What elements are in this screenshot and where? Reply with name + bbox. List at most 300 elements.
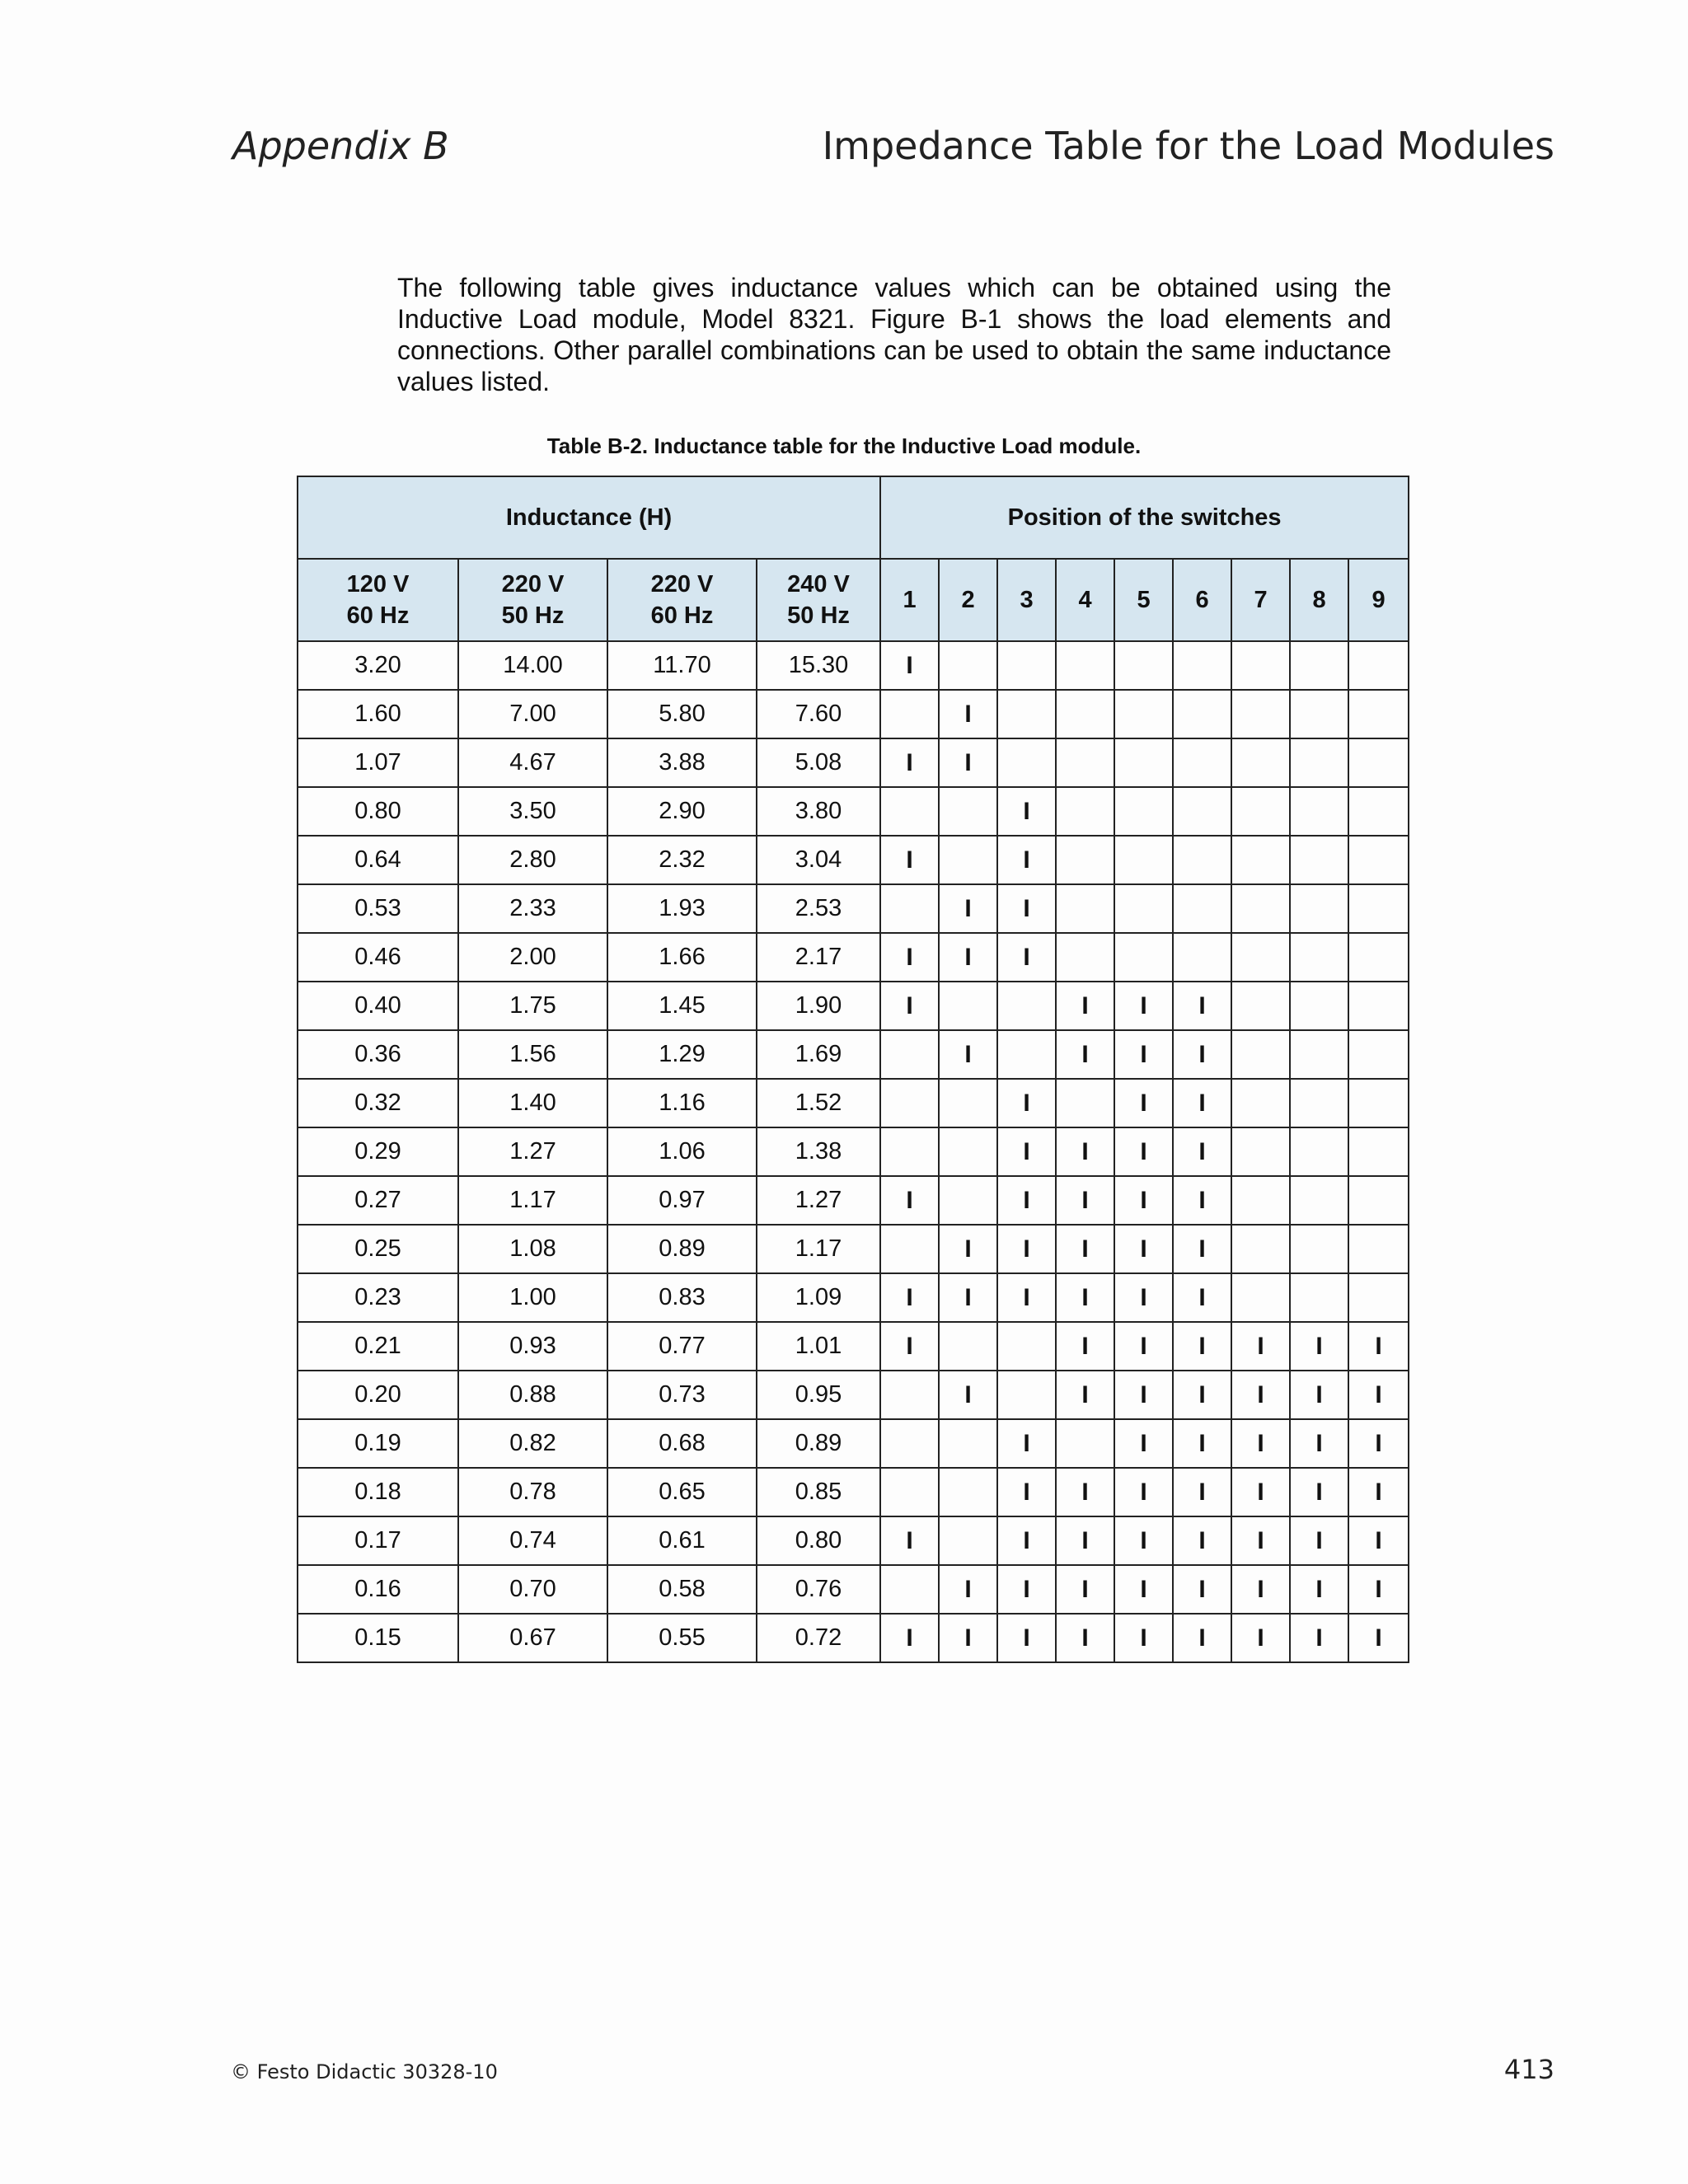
switch-cell: [1231, 1614, 1290, 1662]
switch-on-mark: I: [1315, 1624, 1323, 1652]
switch-on-mark: I: [1198, 1575, 1206, 1603]
switch-cell: [997, 641, 1056, 690]
inductance-cell: 0.25: [298, 1225, 458, 1273]
inductance-cell: 0.73: [607, 1371, 757, 1419]
switch-cell: [1348, 1322, 1409, 1371]
switch-cell: [1173, 933, 1231, 982]
switch-on-mark: I: [1081, 1137, 1089, 1165]
inductance-cell: 0.55: [607, 1614, 757, 1662]
switch-on-mark: I: [1315, 1478, 1323, 1506]
switch-on-mark: I: [964, 1624, 972, 1652]
switch-cell: [1056, 982, 1114, 1030]
switch-cell: [939, 1516, 997, 1565]
switch-on-mark: I: [1315, 1332, 1323, 1360]
inductance-cell: 0.65: [607, 1468, 757, 1516]
switch-on-mark: I: [1081, 1040, 1089, 1068]
table-row: [298, 1419, 1409, 1468]
inductance-cell: 0.16: [298, 1565, 458, 1614]
switch-cell: [1056, 1322, 1114, 1371]
inductance-cell: 1.27: [757, 1176, 880, 1225]
switch-cell: [1056, 1273, 1114, 1322]
inductance-cell: 2.00: [458, 933, 607, 982]
table-row: [298, 787, 1409, 836]
switch-cell: [1114, 738, 1173, 787]
switch-cell: [1173, 738, 1231, 787]
switch-cell: [939, 1322, 997, 1371]
table-row: [298, 1565, 1409, 1614]
switch-cell: [1348, 1516, 1409, 1565]
switch-cell: [1114, 1371, 1173, 1419]
switch-on-mark: I: [1140, 1478, 1147, 1506]
inductance-cell: 1.45: [607, 982, 757, 1030]
switch-header-9: 9: [1348, 559, 1409, 641]
table-row: [298, 1127, 1409, 1176]
switch-cell: [939, 690, 997, 738]
switch-on-mark: I: [1198, 1624, 1206, 1652]
switch-cell: [1290, 1176, 1348, 1225]
switch-header-8: 8: [1290, 559, 1348, 641]
inductance-cell: 0.67: [458, 1614, 607, 1662]
switch-on-mark: I: [964, 894, 972, 922]
switch-on-mark: I: [1081, 1332, 1089, 1360]
switch-cell: [997, 1079, 1056, 1127]
inductance-cell: 0.17: [298, 1516, 458, 1565]
switch-cell: [880, 1127, 939, 1176]
inductance-cell: 5.08: [757, 738, 880, 787]
switch-on-mark: I: [1140, 1235, 1147, 1263]
switch-cell: [997, 1273, 1056, 1322]
switch-cell: [1348, 884, 1409, 933]
switch-cell: [997, 1322, 1056, 1371]
inductance-cell: 1.52: [757, 1079, 880, 1127]
column-voltage: 220 V: [501, 571, 565, 598]
switch-on-mark: I: [964, 1283, 972, 1311]
switch-cell: [939, 1030, 997, 1079]
switch-on-mark: I: [1315, 1526, 1323, 1554]
inductance-cell: 3.20: [298, 641, 458, 690]
inductance-cell: 0.82: [458, 1419, 607, 1468]
column-header-2: [458, 559, 607, 641]
switch-on-mark: I: [1315, 1575, 1323, 1603]
switch-cell: [1348, 1273, 1409, 1322]
switch-on-mark: I: [964, 1235, 972, 1263]
switch-cell: [1231, 884, 1290, 933]
switch-cell: [1056, 1225, 1114, 1273]
switch-on-mark: I: [1257, 1478, 1264, 1506]
switch-cell: [1348, 1176, 1409, 1225]
switch-on-mark: I: [1198, 1235, 1206, 1263]
inductance-cell: 7.00: [458, 690, 607, 738]
switch-cell: [1173, 641, 1231, 690]
inductance-cell: 0.93: [458, 1322, 607, 1371]
switch-cell: [1114, 1225, 1173, 1273]
switch-on-mark: I: [1023, 943, 1030, 971]
switch-cell: [1114, 1516, 1173, 1565]
switch-cell: [1231, 1419, 1290, 1468]
switch-cell: [880, 1565, 939, 1614]
switch-cell: [997, 1371, 1056, 1419]
switch-on-mark: I: [1198, 1283, 1206, 1311]
switch-on-mark: I: [1140, 1186, 1147, 1214]
switch-on-mark: I: [1023, 1186, 1030, 1214]
switch-header-1: 1: [880, 559, 939, 641]
switch-cell: [1114, 1468, 1173, 1516]
switch-on-mark: I: [906, 1624, 913, 1652]
switch-cell: [1290, 1565, 1348, 1614]
switch-cell: [880, 1225, 939, 1273]
switch-cell: [880, 933, 939, 982]
inductance-cell: 3.04: [757, 836, 880, 884]
switch-cell: [1290, 1614, 1348, 1662]
footer-copyright: © Festo Didactic 30328-10: [231, 2060, 498, 2083]
switch-header-3: 3: [997, 559, 1056, 641]
switch-on-mark: I: [964, 943, 972, 971]
inductance-cell: 1.16: [607, 1079, 757, 1127]
switch-on-mark: I: [1081, 1624, 1089, 1652]
switch-on-mark: I: [906, 1332, 913, 1360]
switch-cell: [880, 982, 939, 1030]
switch-on-mark: I: [1023, 1137, 1030, 1165]
switch-cell: [1114, 1079, 1173, 1127]
switch-cell: [1114, 1419, 1173, 1468]
switch-cell: [1348, 1225, 1409, 1273]
inductance-cell: 0.78: [458, 1468, 607, 1516]
switch-cell: [1348, 1565, 1409, 1614]
switch-on-mark: I: [1257, 1624, 1264, 1652]
switch-cell: [1348, 1468, 1409, 1516]
switch-on-mark: I: [1375, 1575, 1382, 1603]
switch-on-mark: I: [1140, 1089, 1147, 1117]
inductance-cell: 1.56: [458, 1030, 607, 1079]
switch-on-mark: I: [906, 846, 913, 874]
switch-cell: [939, 738, 997, 787]
switch-cell: [1231, 1176, 1290, 1225]
switch-cell: [1348, 933, 1409, 982]
table-row: [298, 1030, 1409, 1079]
switch-on-mark: I: [1023, 1478, 1030, 1506]
switch-cell: [997, 1468, 1056, 1516]
switch-on-mark: I: [1375, 1380, 1382, 1408]
switch-on-mark: I: [1257, 1380, 1264, 1408]
table-row: [298, 836, 1409, 884]
column-frequency: 50 Hz: [787, 602, 850, 629]
switch-on-mark: I: [1023, 1575, 1030, 1603]
switch-cell: [880, 738, 939, 787]
switch-on-mark: I: [1315, 1380, 1323, 1408]
switch-cell: [1173, 1273, 1231, 1322]
inductance-cell: 0.58: [607, 1565, 757, 1614]
switch-cell: [1290, 1127, 1348, 1176]
table-row: [298, 933, 1409, 982]
switch-cell: [1290, 641, 1348, 690]
table-row: [298, 1614, 1409, 1662]
switch-cell: [939, 884, 997, 933]
inductance-cell: 5.80: [607, 690, 757, 738]
switch-cell: [939, 836, 997, 884]
inductance-cell: 0.95: [757, 1371, 880, 1419]
column-frequency: 50 Hz: [501, 602, 565, 629]
switch-on-mark: I: [1140, 1332, 1147, 1360]
inductance-cell: 1.69: [757, 1030, 880, 1079]
switch-cell: [997, 690, 1056, 738]
switch-on-mark: I: [1198, 1332, 1206, 1360]
switch-cell: [880, 787, 939, 836]
column-voltage: 220 V: [650, 571, 714, 598]
table-row: [298, 641, 1409, 690]
switch-cell: [1056, 1614, 1114, 1662]
switch-on-mark: I: [906, 943, 913, 971]
switch-cell: [880, 1030, 939, 1079]
switch-cell: [1348, 1127, 1409, 1176]
inductance-cell: 0.70: [458, 1565, 607, 1614]
switch-cell: [880, 836, 939, 884]
switch-cell: [880, 641, 939, 690]
inductance-cell: 0.97: [607, 1176, 757, 1225]
inductance-cell: 1.93: [607, 884, 757, 933]
switch-cell: [997, 1030, 1056, 1079]
switch-cell: [880, 1371, 939, 1419]
switch-cell: [1056, 836, 1114, 884]
switch-cell: [1173, 1322, 1231, 1371]
inductance-cell: 0.15: [298, 1614, 458, 1662]
switch-cell: [1290, 1030, 1348, 1079]
switch-on-mark: I: [1140, 1575, 1147, 1603]
inductance-cell: 0.83: [607, 1273, 757, 1322]
table-row: [298, 1273, 1409, 1322]
switch-cell: [1114, 884, 1173, 933]
switch-on-mark: I: [1198, 1478, 1206, 1506]
inductance-cell: 0.80: [298, 787, 458, 836]
inductance-group-header: Inductance (H): [298, 476, 880, 559]
switch-cell: [1290, 1225, 1348, 1273]
switch-cell: [1290, 1273, 1348, 1322]
inductance-cell: 0.27: [298, 1176, 458, 1225]
switch-on-mark: I: [964, 748, 972, 776]
switch-on-mark: I: [1081, 1526, 1089, 1554]
inductance-cell: 1.01: [757, 1322, 880, 1371]
inductance-cell: 0.89: [607, 1225, 757, 1273]
switch-cell: [1231, 1127, 1290, 1176]
switch-cell: [1056, 1176, 1114, 1225]
inductance-cell: 1.06: [607, 1127, 757, 1176]
inductance-cell: 1.00: [458, 1273, 607, 1322]
switch-cell: [1290, 884, 1348, 933]
column-frequency: 60 Hz: [650, 602, 714, 629]
inductance-cell: 2.90: [607, 787, 757, 836]
switch-cell: [1348, 1371, 1409, 1419]
inductance-cell: 2.53: [757, 884, 880, 933]
switch-cell: [1173, 982, 1231, 1030]
inductance-cell: 0.29: [298, 1127, 458, 1176]
switch-cell: [1290, 690, 1348, 738]
switch-cell: [997, 1614, 1056, 1662]
inductance-cell: 0.61: [607, 1516, 757, 1565]
switch-cell: [1173, 1371, 1231, 1419]
inductance-cell: 0.53: [298, 884, 458, 933]
table-row: [298, 1079, 1409, 1127]
switch-cell: [1173, 1127, 1231, 1176]
switch-on-mark: I: [964, 1040, 972, 1068]
switch-cell: [1173, 787, 1231, 836]
switch-on-mark: I: [1257, 1429, 1264, 1457]
inductance-cell: 1.17: [757, 1225, 880, 1273]
switch-on-mark: I: [1081, 1186, 1089, 1214]
inductance-cell: 3.50: [458, 787, 607, 836]
inductance-cell: 1.08: [458, 1225, 607, 1273]
switch-cell: [1056, 933, 1114, 982]
switch-cell: [1348, 1030, 1409, 1079]
table-row: [298, 690, 1409, 738]
switch-cell: [1114, 836, 1173, 884]
switch-on-mark: I: [1375, 1526, 1382, 1554]
switch-on-mark: I: [1140, 1624, 1147, 1652]
switch-cell: [1056, 690, 1114, 738]
table-caption: Table B-2. Inductance table for the Inductive Load module.: [546, 434, 1142, 458]
switch-cell: [1173, 1419, 1231, 1468]
switch-cell: [1348, 1419, 1409, 1468]
switch-cell: [1173, 1030, 1231, 1079]
switch-cell: [939, 1565, 997, 1614]
switch-on-mark: I: [906, 1186, 913, 1214]
inductance-cell: 0.32: [298, 1079, 458, 1127]
switch-on-mark: I: [1023, 1089, 1030, 1117]
switch-cell: [1056, 1468, 1114, 1516]
switch-cell: [997, 1565, 1056, 1614]
inductance-cell: 7.60: [757, 690, 880, 738]
switch-cell: [1173, 1614, 1231, 1662]
switch-on-mark: I: [1140, 991, 1147, 1019]
switch-cell: [1056, 738, 1114, 787]
switch-on-mark: I: [1375, 1478, 1382, 1506]
switch-cell: [880, 1273, 939, 1322]
table-row: [298, 982, 1409, 1030]
switch-cell: [1290, 1322, 1348, 1371]
inductance-cell: 0.76: [757, 1565, 880, 1614]
switch-cell: [1290, 1516, 1348, 1565]
inductance-cell: 1.75: [458, 982, 607, 1030]
switch-cell: [1114, 1322, 1173, 1371]
column-header-4: [757, 559, 880, 641]
switch-on-mark: I: [1198, 1186, 1206, 1214]
switch-cell: [1290, 1079, 1348, 1127]
table-row: [298, 1468, 1409, 1516]
switch-cell: [1114, 1565, 1173, 1614]
inductance-cell: 2.80: [458, 836, 607, 884]
switch-cell: [1290, 933, 1348, 982]
inductance-cell: 1.17: [458, 1176, 607, 1225]
switch-cell: [939, 1273, 997, 1322]
inductance-cell: 1.60: [298, 690, 458, 738]
switch-cell: [1348, 1079, 1409, 1127]
column-frequency: 60 Hz: [346, 602, 410, 629]
switch-on-mark: I: [1023, 1235, 1030, 1263]
switch-cell: [1231, 1371, 1290, 1419]
switch-on-mark: I: [1198, 1380, 1206, 1408]
switch-cell: [997, 1225, 1056, 1273]
switch-cell: [939, 1468, 997, 1516]
switch-cell: [1231, 1030, 1290, 1079]
switch-cell: [1290, 982, 1348, 1030]
switch-cell: [939, 1614, 997, 1662]
inductance-cell: 1.09: [757, 1273, 880, 1322]
switch-cell: [939, 641, 997, 690]
inductance-cell: 0.64: [298, 836, 458, 884]
switch-cell: [1056, 1419, 1114, 1468]
inductance-cell: 0.88: [458, 1371, 607, 1419]
table-row: [298, 738, 1409, 787]
table-row: [298, 1176, 1409, 1225]
inductance-table: [297, 476, 1409, 1663]
switch-cell: [1056, 641, 1114, 690]
switch-cell: [1114, 982, 1173, 1030]
switch-cell: [1290, 1371, 1348, 1419]
switch-on-mark: I: [1140, 1040, 1147, 1068]
inductance-cell: 1.07: [298, 738, 458, 787]
inductance-cell: 3.80: [757, 787, 880, 836]
switch-cell: [1114, 1127, 1173, 1176]
switch-on-mark: I: [1375, 1624, 1382, 1652]
switch-cell: [1290, 1468, 1348, 1516]
column-header-1: [298, 559, 458, 641]
switch-on-mark: I: [964, 1575, 972, 1603]
switch-on-mark: I: [1198, 991, 1206, 1019]
inductance-cell: 0.21: [298, 1322, 458, 1371]
switch-cell: [880, 1322, 939, 1371]
inductance-cell: 0.85: [757, 1468, 880, 1516]
switch-on-mark: I: [1257, 1575, 1264, 1603]
inductance-cell: 0.20: [298, 1371, 458, 1419]
switch-cell: [1056, 1565, 1114, 1614]
inductance-cell: 0.18: [298, 1468, 458, 1516]
switch-cell: [1173, 1176, 1231, 1225]
header-section-title: Impedance Table for the Load Modules: [822, 124, 1554, 168]
switch-cell: [880, 1176, 939, 1225]
header-appendix-label: Appendix B: [232, 124, 449, 168]
switch-cell: [1173, 836, 1231, 884]
switch-cell: [1290, 787, 1348, 836]
switch-cell: [1348, 738, 1409, 787]
switch-cell: [1348, 1614, 1409, 1662]
switch-on-mark: I: [906, 991, 913, 1019]
inductance-cell: 0.36: [298, 1030, 458, 1079]
switch-cell: [1173, 1468, 1231, 1516]
switch-on-mark: I: [1140, 1137, 1147, 1165]
switch-on-mark: I: [1081, 1380, 1089, 1408]
switch-cell: [880, 690, 939, 738]
switch-on-mark: I: [1198, 1137, 1206, 1165]
switch-cell: [1348, 836, 1409, 884]
switch-cell: [997, 836, 1056, 884]
switch-on-mark: I: [1023, 894, 1030, 922]
switch-cell: [1114, 690, 1173, 738]
inductance-cell: 0.40: [298, 982, 458, 1030]
inductance-cell: 4.67: [458, 738, 607, 787]
switch-cell: [1173, 1516, 1231, 1565]
switch-cell: [1231, 836, 1290, 884]
column-voltage: 120 V: [346, 571, 410, 598]
switch-header-6: 6: [1173, 559, 1231, 641]
switch-on-mark: I: [1023, 1429, 1030, 1457]
switch-on-mark: I: [906, 651, 913, 679]
switch-cell: [1231, 690, 1290, 738]
switch-cell: [997, 1419, 1056, 1468]
switch-cell: [1114, 1614, 1173, 1662]
switch-cell: [880, 884, 939, 933]
inductance-cell: 1.66: [607, 933, 757, 982]
switch-cell: [1348, 787, 1409, 836]
table-row: [298, 1516, 1409, 1565]
switch-cell: [997, 884, 1056, 933]
